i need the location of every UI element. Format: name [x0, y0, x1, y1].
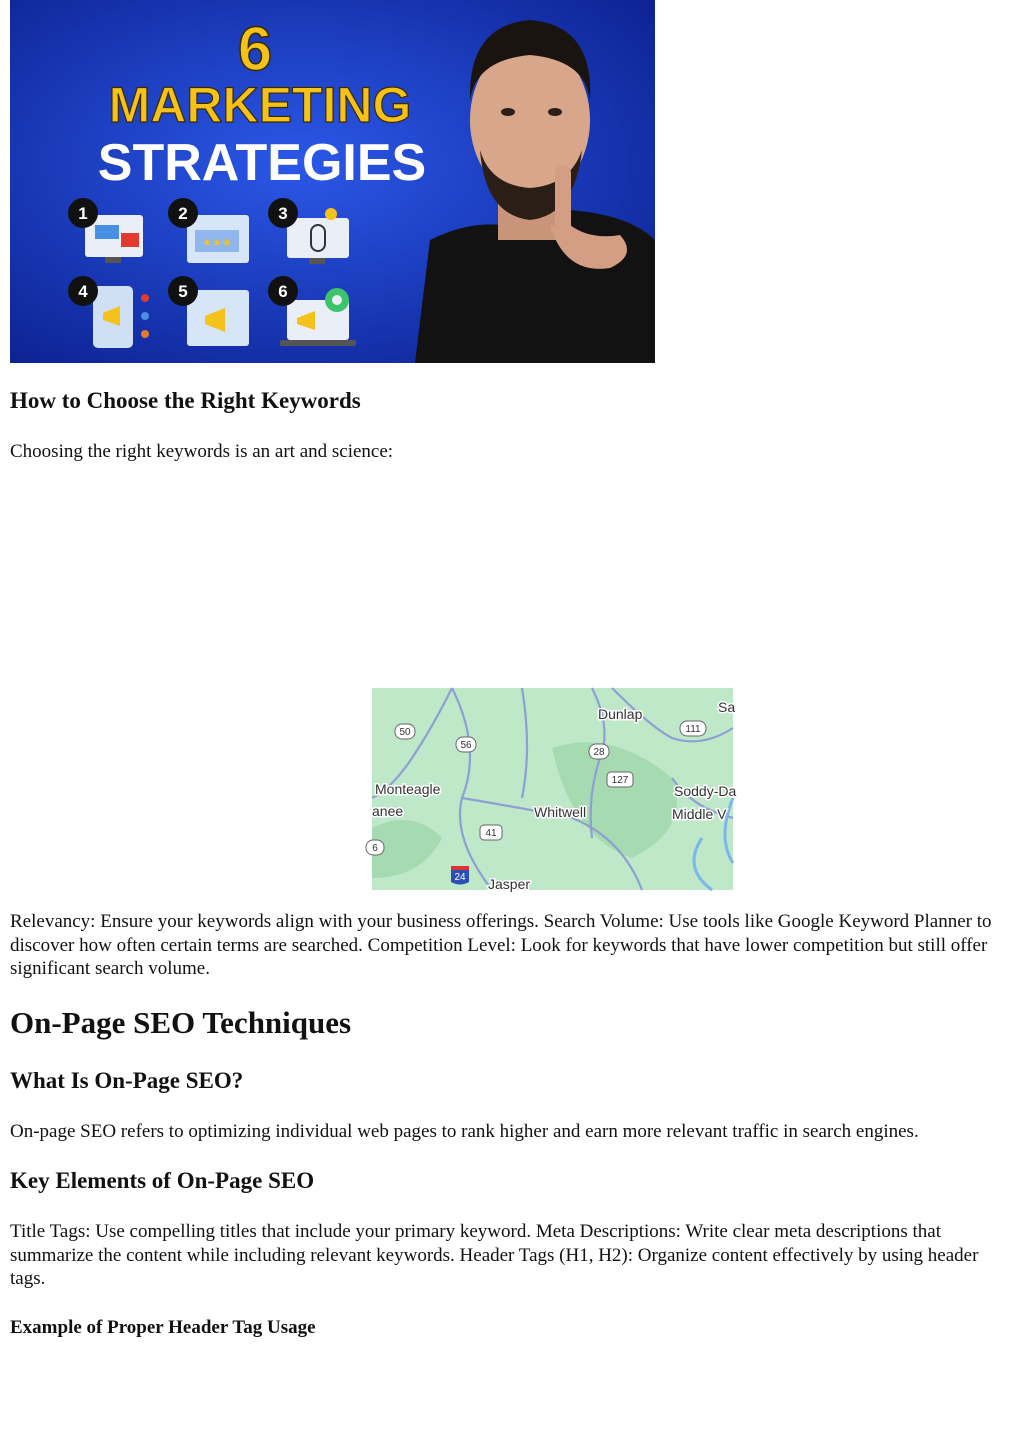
route-shield-56: [456, 737, 476, 752]
heading-key-elements: Key Elements of On-Page SEO: [10, 1168, 315, 1193]
svg-text:56: 56: [460, 740, 472, 751]
map-image: [372, 688, 737, 892]
relevancy-paragraph: Relevancy: Ensure your keywords align with your business offerings. Search Volume: Use tools like Google Keyword Planner to discover how often certain terms are searched. Competition Level: Look for keywords that have lower competition but still offer significant search volume.: [10, 911, 992, 979]
svg-text:41: 41: [485, 828, 497, 839]
route-shield-24: [451, 866, 469, 885]
hero-number: 6: [237, 15, 273, 84]
route-shield-6: [366, 840, 384, 855]
svg-text:6: 6: [372, 843, 378, 854]
map-label-anee: anee: [372, 803, 404, 819]
heading-example-header-tag: Example of Proper Header Tag Usage: [10, 1317, 316, 1338]
svg-text:127: 127: [611, 775, 629, 786]
key-elements-paragraph: Title Tags: Use compelling titles that include your primary keyword. Meta Descriptions: Write clear meta descriptions that summarize the content while including relevant keywords. Header Tags (H1, H2): Organize content effectively by using header tags.: [10, 1221, 979, 1289]
svg-text:2: 2: [178, 204, 188, 223]
heading-choose-keywords: How to Choose the Right Keywords: [10, 388, 361, 413]
route-shield-111: [680, 721, 706, 736]
svg-text:24: 24: [454, 872, 466, 883]
marketing-thumbnail-image: [10, 0, 655, 363]
svg-text:3: 3: [278, 204, 288, 223]
route-shield-127: [607, 772, 633, 787]
svg-text:1: 1: [78, 204, 88, 223]
what-paragraph: On-page SEO refers to optimizing individual web pages to rank higher and earn more relevant traffic in search engines.: [10, 1121, 919, 1142]
svg-text:5: 5: [178, 282, 188, 301]
map-label-soddy-daisy: Soddy-Da: [674, 783, 737, 799]
map-label-monteagle: Monteagle: [375, 781, 441, 797]
svg-text:6: 6: [278, 282, 288, 301]
intro-paragraph: Choosing the right keywords is an art and science:: [10, 441, 394, 462]
hero-line1: MARKETING: [108, 77, 412, 133]
heading-what-is-on-page-seo: What Is On-Page SEO?: [10, 1068, 244, 1093]
svg-text:50: 50: [399, 727, 411, 738]
route-shield-41: [480, 825, 502, 840]
route-shield-28: [589, 744, 609, 759]
map-label-whitwell: Whitwell: [534, 804, 587, 820]
svg-text:28: 28: [593, 747, 605, 758]
heading-on-page-seo-techniques: On-Page SEO Techniques: [10, 1005, 352, 1040]
route-shield-50: [395, 724, 415, 739]
map-label-middle-valley: Middle V: [672, 806, 727, 822]
svg-text:4: 4: [78, 282, 88, 301]
map-label-jasper: Jasper: [488, 876, 531, 892]
svg-text:★★★: ★★★: [202, 237, 232, 249]
svg-text:111: 111: [685, 724, 701, 735]
hero-line2: STRATEGIES: [97, 134, 427, 192]
map-label-sa: Sa: [718, 699, 736, 715]
map-label-dunlap: Dunlap: [598, 706, 643, 722]
